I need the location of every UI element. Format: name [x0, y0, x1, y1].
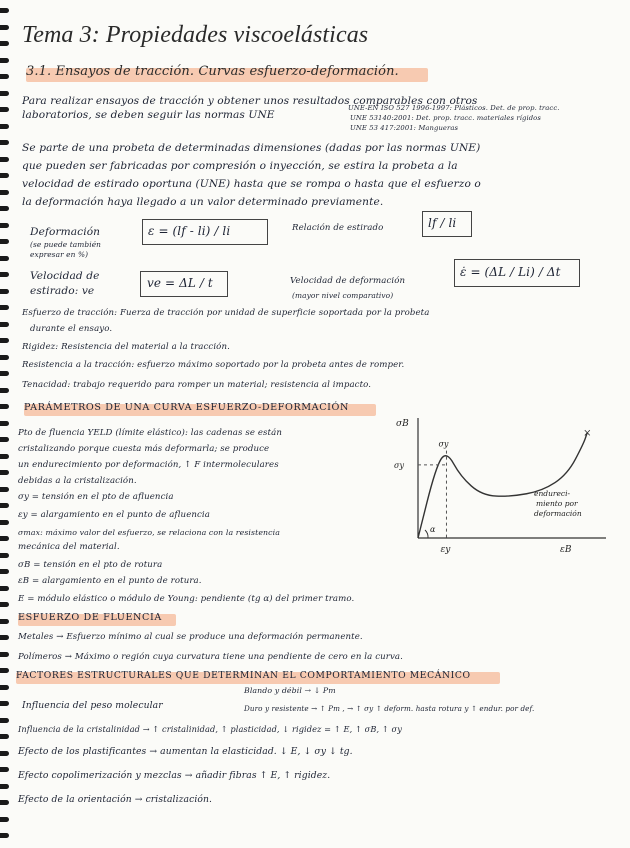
formula-ve: ve = ΔL / t [147, 276, 213, 290]
alpha-arc [425, 530, 428, 538]
velocidad-def-label: Velocidad de deformación [290, 276, 406, 286]
y-axis-label: σB [396, 419, 409, 429]
bullet-rigidez: Rigidez: Resistencia del material a la tracción. [22, 342, 230, 352]
deformacion-note-1: (se puede también [30, 240, 102, 249]
param-line-3: un endurecimiento por deformación, ↑ F intermoleculares [18, 460, 279, 470]
norma-1: UNE-EN ISO 527 1996-1997: Plásticos. Det. de prop. tracc. [348, 104, 560, 112]
param-line-9: σB = tensión en el pto de rotura [18, 560, 163, 570]
formula-relacion: lf / li [428, 216, 457, 230]
peso-label: Influencia del peso molecular [22, 700, 163, 711]
rupture-mark: × [583, 427, 592, 439]
annotation-line-1: endureci- [534, 489, 571, 498]
page-title: Tema 3: Propiedades viscoelásticas [22, 22, 369, 48]
param-line-7: σmax: máximo valor del esfuerzo, se relaciona con la resistencia [18, 528, 280, 537]
paragraph-line-3: velocidad de estirado oportuna (UNE) hasta que se rompa o hasta que el esfuerzo o [22, 178, 481, 190]
param-line-11: E = módulo elástico o módulo de Young: pendiente (tg α) del primer tramo. [18, 594, 355, 604]
param-line-6: εy = alargamiento en el punto de afluencia [18, 510, 210, 520]
orientacion-line: Efecto de la orientación → cristalización. [18, 794, 213, 805]
factores-heading: FACTORES ESTRUCTURALES QUE DETERMINAN EL COMPORTAMIENTO MECÁNICO [16, 670, 471, 681]
relacion-label: Relación de estirado [292, 223, 384, 233]
param-line-8: mecánica del material. [18, 542, 120, 552]
paragraph-line-2: que pueden ser fabricadas por compresión o inyección, se estira la probeta a la [22, 160, 458, 172]
annotation-line-3: deformación [534, 509, 582, 518]
copolimerizacion-line: Efecto copolimerización y mezclas → añadir fibras ↑ E, ↑ rigidez. [18, 770, 331, 781]
norma-3: UNE 53 417:2001: Mangueras [350, 124, 459, 132]
plastificantes-line: Efecto de los plastificantes → aumentan la elasticidad. ↓ E, ↓ σy ↓ tg. [18, 746, 353, 757]
intro-line-1: Para realizar ensayos de tracción y obtener unos resultados comparables con otros [22, 95, 478, 107]
cristalinidad-line: Influencia de la cristalinidad → ↑ cristalinidad, ↑ plasticidad, ↓ rigidez = ↑ E, ↑ σB, ↑ σy [18, 724, 402, 734]
graph-axes [418, 418, 606, 538]
fluencia-heading: ESFUERZO DE FLUENCIA [18, 612, 162, 623]
peso-item-1: Blando y débil → ↓ Pm [244, 686, 336, 695]
parametros-heading: PARÁMETROS DE UNA CURVA ESFUERZO-DEFORMACIÓN [24, 402, 350, 413]
param-line-1: Pto de fluencia YELD (límite elástico): las cadenas se están [18, 428, 282, 438]
bullet-esfuerzo: Esfuerzo de tracción: Fuerza de tracción por unidad de superficie soportada por la probeta [22, 308, 430, 318]
sigma-y-label: σy [394, 460, 404, 470]
eps-b-label: εB [560, 545, 572, 555]
graph-labels [394, 419, 582, 555]
fluencia-metales: Metales → Esfuerzo mínimo al cual se produce una deformación permanente. [18, 632, 363, 642]
formula-deformacion: ε = (lf - li) / li [148, 224, 231, 238]
alpha-label: α [430, 525, 436, 534]
paragraph-line-4: la deformación haya llegado a un valor determinado previamente. [22, 196, 384, 208]
section-heading: 3.1. Ensayos de tracción. Curvas esfuerzo-deformación. [26, 64, 399, 79]
eps-y-label: εy [440, 545, 451, 555]
deformacion-label: Deformación [30, 226, 101, 238]
velocidad-estirado-label-1: Velocidad de [30, 270, 100, 282]
peso-item-2: Duro y resistente → ↑ Pm , → ↑ σy ↑ deform. hasta rotura y ↑ endur. por def. [244, 704, 535, 713]
param-line-10: εB = alargamiento en el punto de rotura. [18, 576, 202, 586]
velocidad-def-note: (mayor nivel comparativo) [292, 291, 394, 300]
stress-strain-curve [418, 433, 587, 538]
bullet-tenacidad: Tenacidad: trabajo requerido para romper un material; resistencia al impacto. [22, 380, 372, 390]
paragraph-line-1: Se parte de una probeta de determinadas dimensiones (dadas por las normas UNE) [22, 142, 481, 154]
formula-vdef: ε̇ = (ΔL / Li) / Δt [460, 265, 561, 279]
annotation-line-2: miento por [536, 499, 578, 508]
bullet-resistencia: Resistencia a la tracción: esfuerzo máximo soportado por la probeta antes de romper. [22, 360, 405, 370]
param-line-4: debidas a la cristalización. [18, 476, 137, 486]
fluencia-polimeros: Polímeros → Máximo o región cuya curvatura tiene una pendiente de cero en la curva. [18, 652, 403, 662]
bullet-esfuerzo-cont: durante el ensayo. [30, 324, 113, 334]
deformacion-note-2: expresar en %) [30, 250, 89, 259]
param-line-2: cristalizando porque cuesta más deformarla; se produce [18, 444, 270, 454]
velocidad-estirado-label-2: estirado: ve [30, 285, 95, 297]
intro-line-2: laboratorios, se deben seguir las normas UNE [22, 109, 275, 121]
param-line-5: σy = tensión en el pto de afluencia [18, 492, 174, 502]
norma-2: UNE 53140:2001: Det. prop. tracc. materiales rígidos [350, 114, 541, 122]
peak-label: σy [438, 439, 449, 449]
